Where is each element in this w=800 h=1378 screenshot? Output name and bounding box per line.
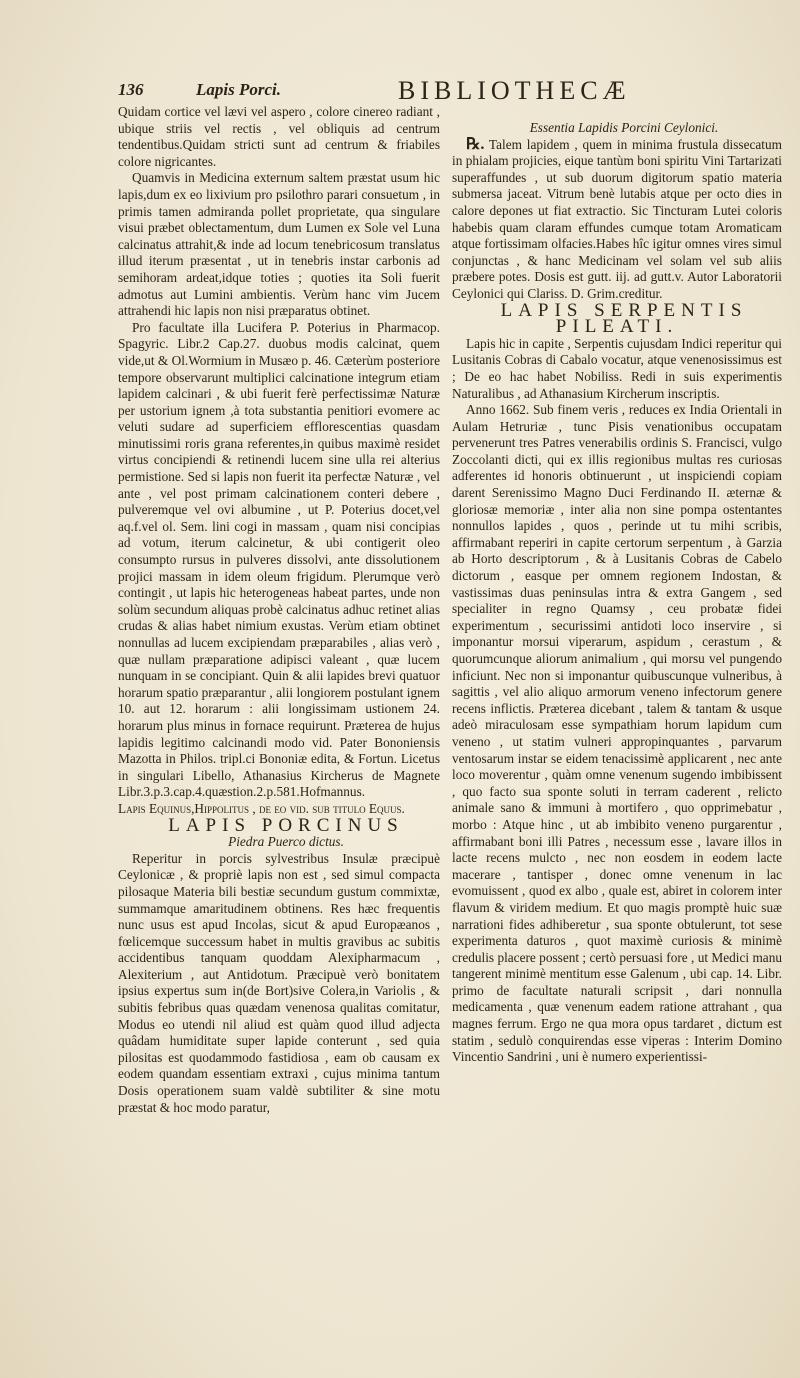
paragraph: Reperitur in porcis sylvestribus Insulæ præcipuè Ceylonicæ , & propriè lapis non est , sed simul compacta pilosaque Materia bili bestiæ secundum gustum commixtæ, summamque amaritudinem obtinens. Res hæc frequentis nunc usus est apud Incolas, sicut & apud Europæanos , fœlicemque successum habet in multis gravibus ac subitis accidentibus tanquam quoddam Alexipharmacum , Alexiterium , aut Antidotum. Præcipuè verò bonitatem ipsius expertus sum in(de Bort)sive Colera,in Variolis , & subitis febribus quas quædam venenosa qualitas comitatur, Modus eo utendi nil aliud est quàm quod illud adjecta quâdam humiditate super lapide conterunt , sed quia pilositas est quodammodo fastidiosa , eam ob causam ex eodem quandam essentiam extraxi , cujus minima tantum Dosis operationem suam valdè subtiliter & sine motu præstat & hoc modo paratur, (118, 850, 440, 1115)
page-number: 136 (118, 80, 144, 99)
paragraph: Quamvis in Medicina externum saltem præstat usum hic lapis,dum ex eo lixivium pro psilothro parari consuetum , in primis tamen admiranda pollet proprietate, qua singulare visui præbet oblectamentum, dum Lumen ex Sole vel Luna calcinatus attrahit,& inde ad locum tenebricosum translatus illud iterum præsentat , ut in tenebris instar carbonis ad semihoram ardeat,idque toties ; quoties ita Soli fuerit admotus aut Lumini ambientis. Verùm hanc vim Jucem attrahendi hic lapis non nisi præparatus obtinet. (118, 170, 440, 319)
running-head-title: BIBLIOTHECÆ (398, 76, 631, 105)
recipe-title: Essentia Lapidis Porcini Ceylonici. (529, 120, 719, 135)
running-head-left: Lapis Porci. (196, 80, 281, 99)
section-heading: LAPIS SERPENTIS PILEATI. (500, 299, 748, 338)
left-column (118, 104, 440, 1116)
paragraph (452, 137, 782, 303)
paragraph-text: Talem lapidem , quem in minima frustula dissecatum in phialam projicies, eique tantùm boni spiritu Vini Tartarizati superaffundes , ut sub duorum digitorum spatio materia submersa jaceat. Vitrum benè lutabis atque per octo dies in calore depones ut fiat extractio. Sic Tincturam Lutei coloris habebis quam claram effundes cumque totam Aromaticam atque fortissimam olfacies.Habes hîc igitur omnes vires simul conjunctas , & hanc Medicinam vel solam vel sub aliis præbere potes. Dosis est gutt. iij. ad gutt.v. Autor Laboratorii Ceylonici qui Clariss. D. Grim.creditur. (452, 136, 782, 301)
section-heading: LAPIS PORCINUS (168, 814, 404, 836)
recipe-symbol: ℞. (466, 135, 485, 153)
section-subheading: Piedra Puerco dictus. (228, 834, 344, 850)
paragraph: Anno 1662. Sub finem veris , reduces ex India Orientali in Aulam Hetruriæ , tunc Pisis venationibus occupatam pervenerunt tres Patres venerabilis ordinis S. Francisci, vulgo Zoccolanti dicti, qui ex illis regionibus multas res curiosas adferentes id honoris obtinuerunt , ut inspiciendi copiam darent Serenissimo Magno Duci Ferdinando II. æternæ & gloriosæ memoriæ , inter alia non sine pompa ostentantes nonnullos lapides , quos , perinde ut tu mihi scribis, affirmabant reperiri in capite certorum serpentum , à Garzia ab Horto descriptorum , & à Lusitanis Cobras de Cabelo dictorum , easque per omnem regionem Indostan, & vastissimas duas peninsulas intra & extra Gangem , sed specialiter in regno Quamsy , ceu probatæ fidei experimentum , securissimi antidoti loco inservire , si imponantur morsui viperarum, aspidum , cerastum , & quorumcunque aliorum animalium , qui morsu vel pungendo inficiunt. Nec non si imponantur quibuscunque vulneribus, à sagittis , vel alio aliquo armorum veneno infectorum genere recens inflictis. Præterea dicebant , talem & tantam & usque adeò miraculosam esse sympathiam horum lapidum cum veneno , ut statim vulneri appropinquantes , parvarum ventosarum instar se eidem tenacissimè applicarent , nec ante loco moverentur , quàm omne venenum sugendo imbibissent , quo facto sua sponte soluti in terram caderent , relicto animale sano & immuni à mortifero , quo opprimebatur , morbo : Atque hinc , ut ab imbibito veneno purgarentur , affirmabant boni illi Patres , necessum esse , lavare illos in lacte recens mulcto , nec non eosdem in eodem lacte macerare , tantisper , donec omne venenum in lac evomuissent , quod ex albo , quale est, abiret in colorem inter flavum & viridem medium. Et quo magis promptè huic suæ narrationi fides adhiberetur , sua sponte obtulerunt, tot sese experimenta daturos , quot maximè curiosis & minimè credulis placere possent ; certò persuasi fore , ut Medici manu tangerent minimè mentitum esse Galenum , ubi cap. 14. Libr. primo de facultate naturali scripsit , dari nonnulla medicamenta , quæ venenum eadem ratione attrahant , qua magnes ferrum. Ergo ne qua mora opus tardaret , dictum est statim , sedulò conquirendas esse viperas : Interim Domino Vincentio Sandrini , uni è numero experientissi- (452, 402, 782, 1065)
right-column (452, 120, 782, 1066)
paragraph: Quidam cortice vel lævi vel aspero , colore cinereo radiant , ubique striis vel rectis , vel obliquis ad centrum tendentibus.Quidam stricti sunt ad centrum & friabiles colore nigricantes. (118, 104, 440, 169)
paragraph: Lapis hic in capite , Serpentis cujusdam Indici reperitur qui Lusitanis Cobras di Cabalo vocatur, atque venenosissimus est ; De eo hac habet Nobiliss. Redi in suis experimentis Naturalibus , ad Athanasium Kircherum inscriptis. (452, 335, 782, 401)
cross-reference: Lapis Equinus,Hippolitus , de eo vid. sub titulo Equus. (118, 800, 405, 816)
paragraph: Pro facultate illa Lucifera P. Poterius in Pharmacop. Spagyric. Libr.2 Cap.27. duobus modis calcinat, quem vide,ut & Ol.Wormium in Musæo p. 46. Cæterùm posteriore tempore observarunt multiplici calcinatione integrum etiam lapidem calcinari , & ubi fuerit ferè perfectissimæ Naturæ per ustorium ignem ,à tota substantia penitiori evomere ac veluti sudare ad superficiem efflorescentias quasdam minutissimi roris grana referentes,in quibus maximè residet virtus concipiendi & retinendi lucem sine ulla rei alterius permistione. Sed si lapis non fuerit ita perfectæ Naturæ , vel ante , vel post primam calcinationem conteri debere , pulveremque vel ovi albumine , ut P. Poterius docet,vel aq.f.vel ol. Sem. lini cogi in massam , quam nisi concipias ad votum, iterum calcinetur, & ubi contigerit oleo consumpto rursus in pulveres dissolvi, ante dissolutionem projici massam in idem oleum frigidum. Plerumque verò contingit , ut lapis hic heterogeneas habeat partes, unde non solùm secundum aliquas probè calcinatus adhuc retinet alias crudas & alias habet nimium exustas. Verùm etiam obtinet nonnullas ad lucem excipiendam præparabiles , alias verò , quæ nullam præparatione adipisci valeant , quæ lucem nunquam in se concipiant. Quin & alii lapides brevi quatuor horarum spatio præparantur , alii longiorem postulant ignem 10. aut 12. horarum : alii longissimam ustionem 24. horarum plus minus in fornace requirunt. Præterea de hujus lapidis legitimo calcinandi modo vid. Pater Bononiensis Mazotta in Philos. tripl.ci Bononiæ edita, & Fortun. Licetus in singulari Libello, Athanasius Kircherus de Magnete Libr.3.p.3.cap.4.quæstion.2.p.581.Hofmannus. (118, 319, 440, 800)
page-header (118, 76, 738, 106)
